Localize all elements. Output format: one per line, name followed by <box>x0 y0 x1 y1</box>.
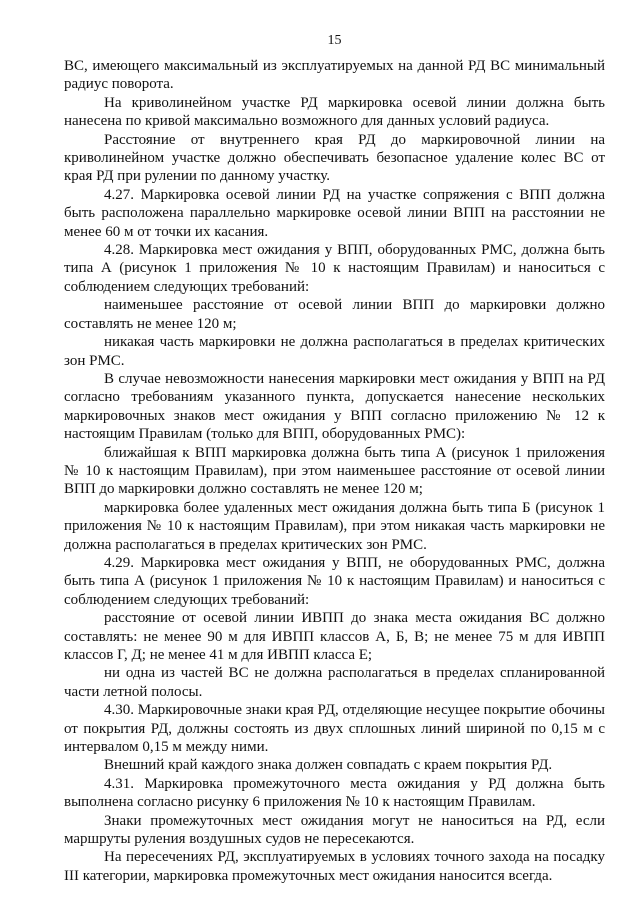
paragraph: ближайшая к ВПП маркировка должна быть типа А (рисунок 1 приложения № 10 к настоящим Правилам), при этом наименьшее расстояние от осевой линии ВПП до маркировки должно составлять не менее 120 м; <box>64 444 605 498</box>
paragraph-4-31: 4.31. Маркировка промежуточного места ожидания у РД должна быть выполнена согласно рисунку 6 приложения № 10 к настоящим Правилам. <box>64 775 605 811</box>
paragraph-4-30: 4.30. Маркировочные знаки края РД, отделяющие несущее покрытие обочины от покрытия РД, должны состоять из двух сплошных линий шириной по 0,15 м с интервалом 0,15 м между ними. <box>64 702 605 756</box>
paragraph: никакая часть маркировки не должна располагаться в пределах критических зон РМС. <box>64 334 605 369</box>
paragraph-continuation: ВС, имеющего максимальный из эксплуатируемых на данной РД ВС минимальный радиус поворота. <box>64 58 605 93</box>
paragraph: Расстояние от внутреннего края РД до маркировочной линии на криволинейном участке должно обеспечивать безопасное удаление колес ВС от края РД при рулении по данному участку. <box>64 131 605 185</box>
paragraph: На криволинейном участке РД маркировка осевой линии должна быть нанесена по кривой максимально возможного для данных условий радиуса. <box>64 94 605 130</box>
paragraph-4-28: 4.28. Маркировка мест ожидания у ВПП, оборудованных РМС, должна быть типа А (рисунок 1 приложения № 10 к настоящим Правилам) и наноситься с соблюдением следующих требований: <box>64 242 605 295</box>
paragraph: На пересечениях РД, эксплуатируемых в условиях точного захода на посадку III категории, маркировка промежуточных мест ожидания наносится всегда. <box>64 849 605 884</box>
paragraph: Знаки промежуточных мест ожидания могут не наноситься на РД, если маршруты руления воздушных судов не пересекаются. <box>64 812 605 848</box>
paragraph: В случае невозможности нанесения маркировки мест ожидания у ВПП на РД согласно требованиям указанного пункта, допускается нанесение нескольких маркировочных знаков мест ожидания у ВПП согласно приложению № 12 к настоящим Правилам (только для ВПП, оборудованных РМС): <box>64 370 605 443</box>
paragraph: Внешний край каждого знака должен совпадать с краем покрытия РД. <box>104 757 553 774</box>
paragraph-4-29: 4.29. Маркировка мест ожидания у ВПП, не оборудованных РМС, должна быть типа А (рисунок 1 приложения № 10 к настоящим Правилам) и наноситься с соблюдением следующих требований: <box>64 554 605 608</box>
paragraph-4-27: 4.27. Маркировка осевой линии РД на участке сопряжения с ВПП должна быть расположена параллельно маркировке осевой линии ВПП на расстоянии не менее 60 м от точки их касания. <box>64 186 605 240</box>
paragraph: расстояние от осевой линии ИВПП до знака места ожидания ВС должно составлять: не менее 90 м для ИВПП классов А, Б, В; не менее 75 м для ИВПП классов Г, Д; не менее 41 м для ИВПП класса Е; <box>64 610 605 663</box>
paragraph: наименьшее расстояние от осевой линии ВПП до маркировки должно составлять не менее 120 м; <box>64 297 605 332</box>
page-number: 15 <box>327 33 342 48</box>
paragraph: ни одна из частей ВС не должна располагаться в пределах спланированной части летной полосы. <box>64 665 605 700</box>
paragraph: маркировка более удаленных мест ожидания должна быть типа Б (рисунок 1 приложения № 10 к настоящим Правилам), при этом никакая часть маркировки не должна располагаться в пределах критических зон РМС. <box>64 499 605 553</box>
